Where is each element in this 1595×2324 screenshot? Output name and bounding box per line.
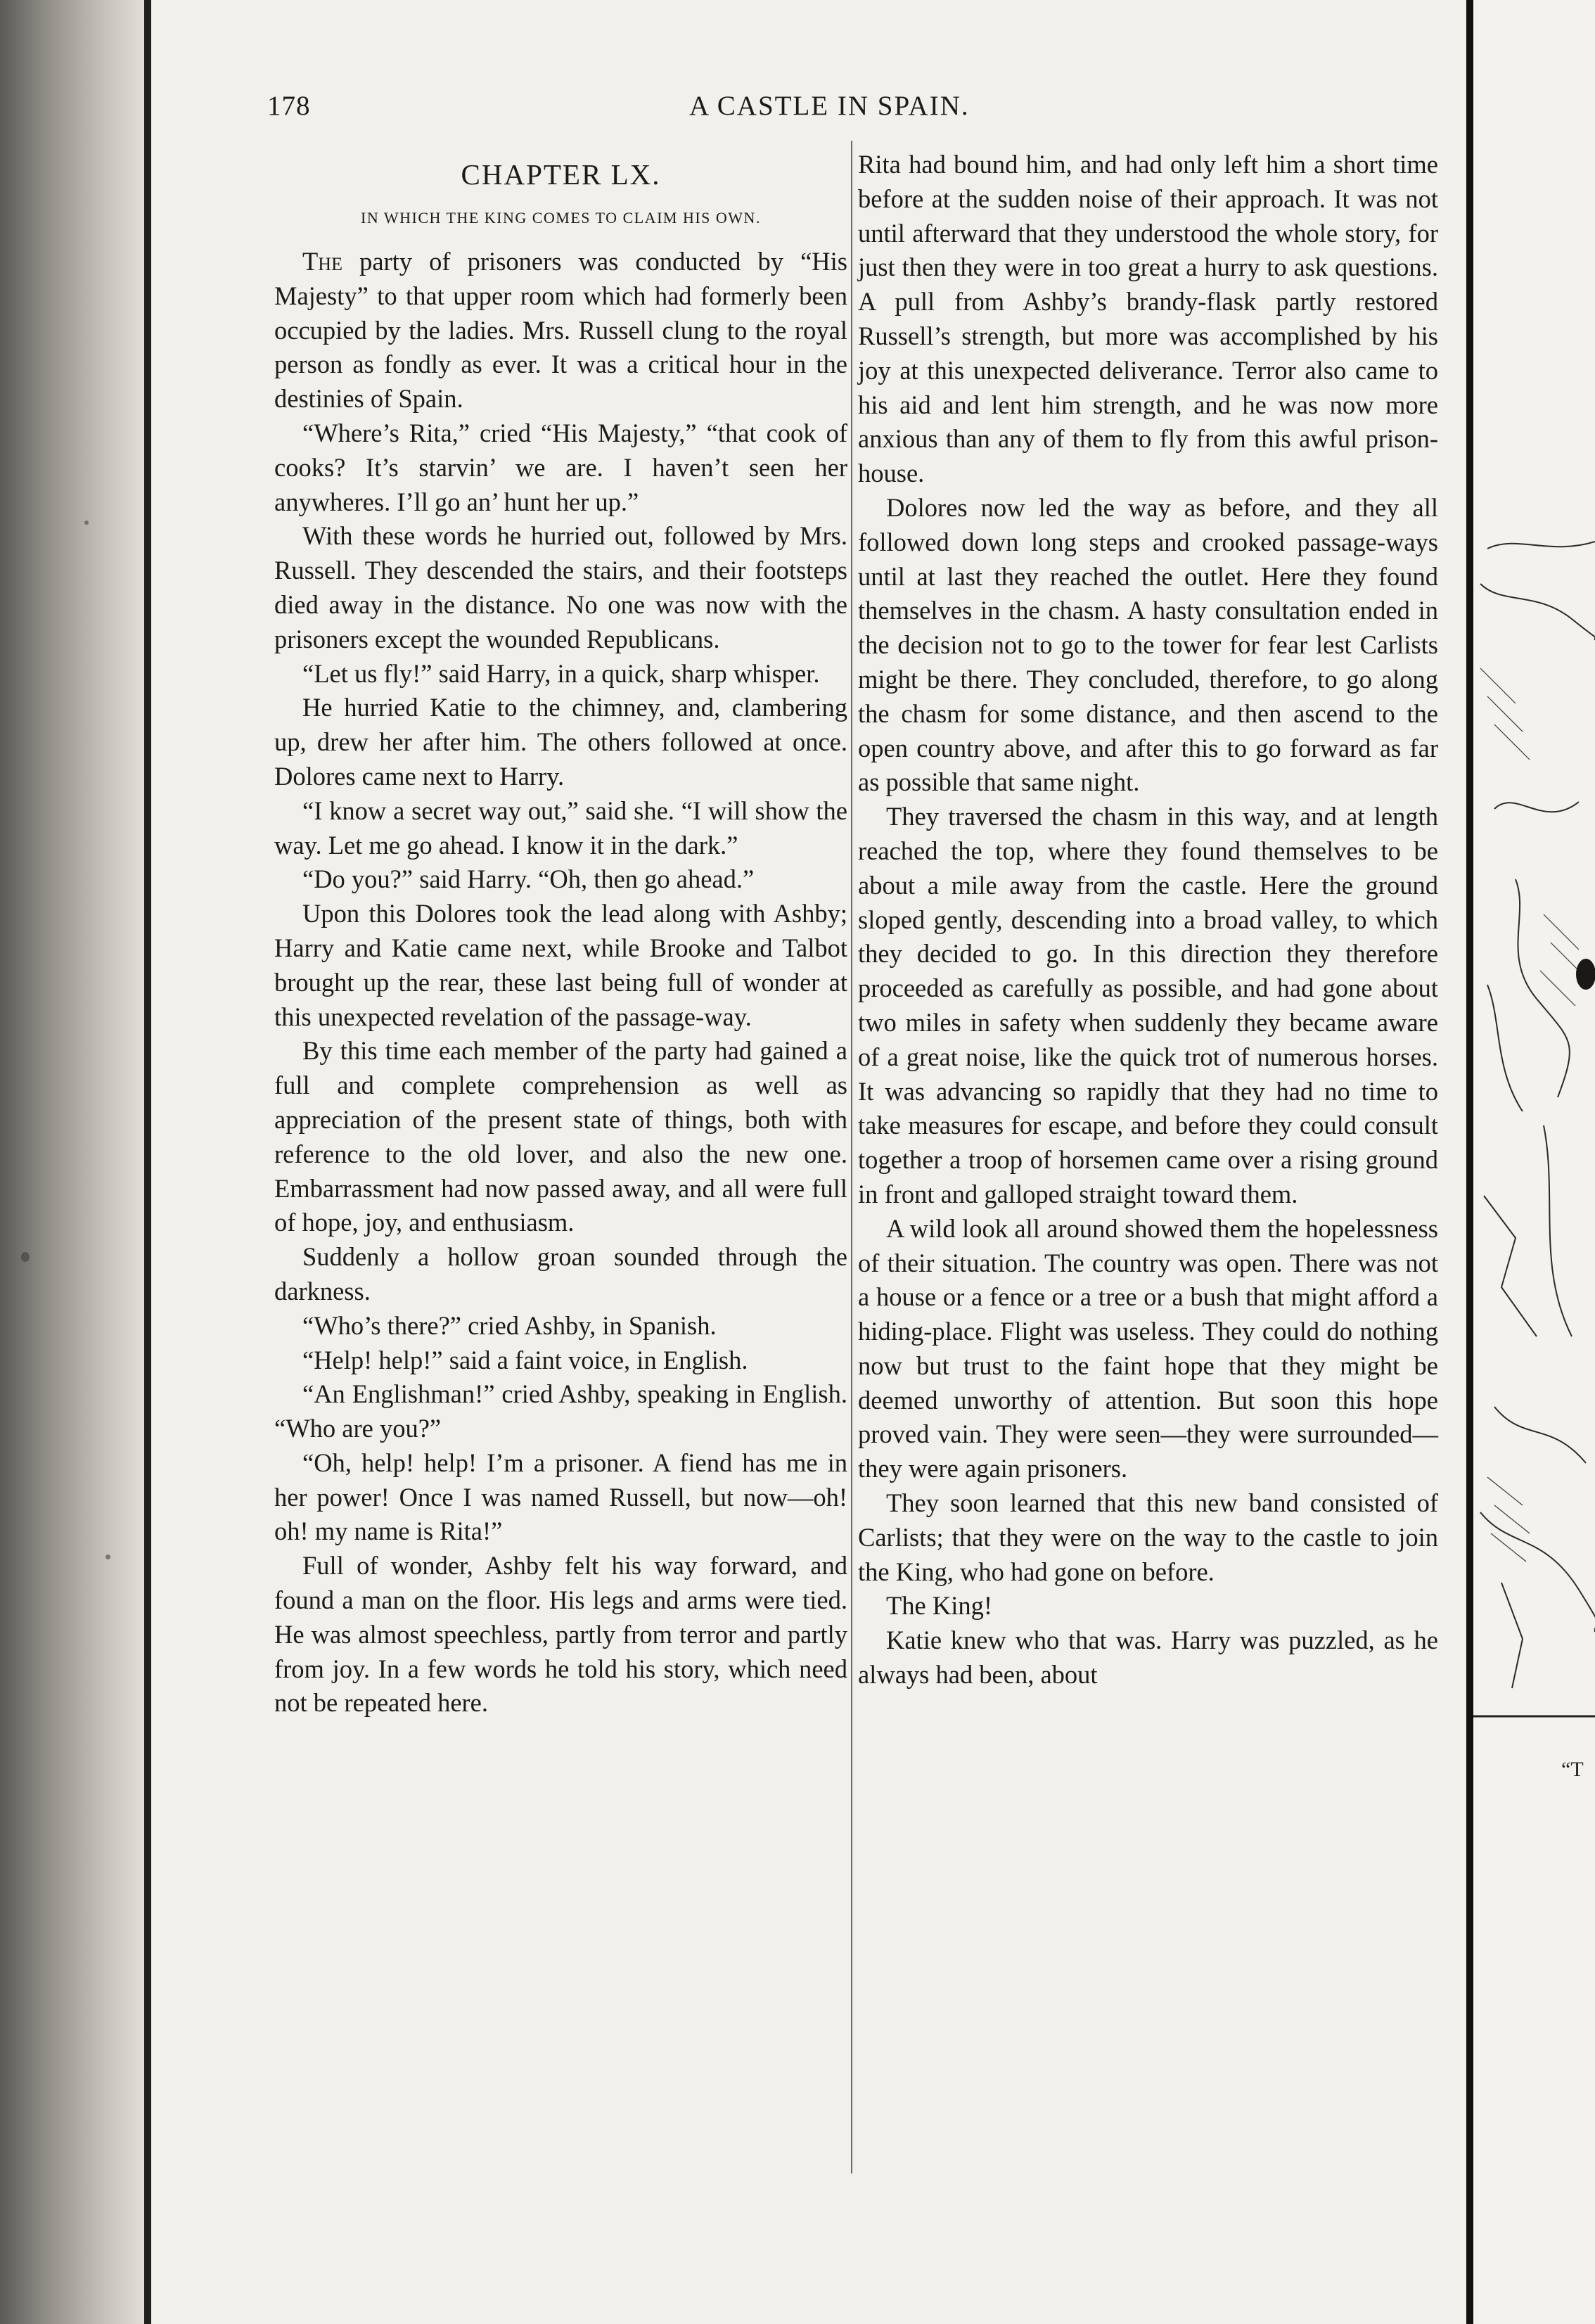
paragraph: “Where’s Rita,” cried “His Majesty,” “that cook of cooks? It’s starvin’ we are. I haven’t seen her anywheres. I’ll go an’ hunt her up.” xyxy=(274,418,847,516)
paragraph: “An Englishman!” cried Ashby, speaking in English. “Who are you?” xyxy=(274,1379,847,1443)
drop-word: The xyxy=(302,247,342,276)
scan-speck xyxy=(105,1554,110,1559)
paragraph: “Let us fly!” said Harry, in a quick, sharp whisper. xyxy=(302,658,820,688)
chapter-title: CHAPTER LX. xyxy=(461,158,661,191)
paragraph: “Who’s there?” cried Ashby, in Spanish. xyxy=(302,1310,717,1340)
paragraph: The party of prisoners was conducted by “His Majesty” to that upper room which had formerly been occupied by the ladies. Mrs. Russell clung to the royal person as fondly as ever. It was a critical hour in the destinies of Spain. xyxy=(274,247,847,414)
paragraph: By this time each member of the party had gained a full and complete comprehension as well as appreciation of the present state of things, both with reference to the old lover, and also the new one. Embarrassment had now passed away, and all were full of hope, joy, and enthusiasm. xyxy=(274,1036,847,1237)
scan-speck xyxy=(21,1252,30,1262)
paragraph: Katie knew who that was. Harry was puzzled, as he always had been, about xyxy=(858,1626,1438,1690)
paragraph: They traversed the chasm in this way, and at length reached the top, where they found themselves to be about a mile away from the castle. Here the ground sloped gently, descending into a broad valley, to which they decided to go. In this direction they therefore proceeded as carefully as possible, and had gone about two miles in safety when suddenly they became aware of a great noise, like the quick trot of numerous horses. It was advancing so rapidly that they had no time to take measures for escape, and before they could consult together a troop of horsemen came over a rising ground in front and galloped straight toward them. xyxy=(858,802,1438,1208)
binding-gutter xyxy=(0,0,151,2324)
binding-edge xyxy=(144,0,151,2324)
scan-speck xyxy=(84,521,89,525)
paragraph: “Oh, help! help! I’m a prisoner. A fiend has me in her power! Once I was named Russell, but now—oh! oh! my name is Rita!” xyxy=(274,1448,847,1546)
paragraph: “Do you?” said Harry. “Oh, then go ahead.” xyxy=(302,864,755,894)
column-divider xyxy=(851,141,852,2173)
engraving-illustration xyxy=(1473,0,1595,2324)
page-header xyxy=(267,90,1449,132)
right-column xyxy=(858,148,1438,1692)
illustration-caption: “T xyxy=(1561,1758,1584,1781)
paragraph: Dolores now led the way as before, and they all followed down long steps and crooked passage-ways until at last they reached the outlet. Here they found themselves in the chasm. A hasty consultation ended in the decision not to go to the tower for fear lest Carlists might be there. They concluded, therefore, to go along the chasm for some distance, and then ascend to the open country above, and after this to go forward as far as possible that same night. xyxy=(858,492,1438,797)
paragraph: Full of wonder, Ashby felt his way forward, and found a man on the floor. His legs and arms were tied. He was almost speechless, partly from terror and partly from joy. In a few words he told his story, which need not be repeated here. xyxy=(274,1551,847,1718)
paragraph: With these words he hurried out, followed by Mrs. Russell. They descended the stairs, and their footsteps died away in the distance. No one was now with the prisoners except the wounded Republicans. xyxy=(274,521,847,653)
chapter-subtitle: IN WHICH THE KING COMES TO CLAIM HIS OWN. xyxy=(361,209,761,226)
paragraph: He hurried Katie to the chimney, and, clambering up, drew her after him. The others followed at once. Dolores came next to Harry. xyxy=(274,693,847,791)
paragraph: “Help! help!” said a faint voice, in English. xyxy=(302,1345,748,1374)
paragraph: They soon learned that this new band consisted of Carlists; that they were on the way to the castle to join the King, who had gone on before. xyxy=(858,1488,1438,1586)
page-number: 178 xyxy=(267,91,311,121)
left-column xyxy=(274,148,847,1720)
paragraph: “I know a secret way out,” said she. “I will show the way. Let me go ahead. I know it in the dark.” xyxy=(274,796,847,860)
paragraph: Upon this Dolores took the lead along with Ashby; Harry and Katie came next, while Brooke and Talbot brought up the rear, these last being full of wonder at this unexpected revelation of the passage-way. xyxy=(274,899,847,1031)
running-title: A CASTLE IN SPAIN. xyxy=(689,91,970,121)
paragraph: A wild look all around showed them the hopelessness of their situation. The country was open. There was not a house or a fence or a tree or a bush that might afford a hiding-place. Flight was useless. They could do nothing now but trust to the faint hope that they might be deemed unworthy of attention. But soon this hope proved vain. They were seen—they were surrounded—they were again prisoners. xyxy=(858,1213,1438,1483)
page-edge-rule xyxy=(1466,0,1473,2324)
paragraph: Rita had bound him, and had only left him a short time before at the sudden noise of their approach. It was not until afterward that they understood the whole story, for just then they were in too great a hurry to ask questions. A pull from Ashby’s brandy-flask partly restored Russell’s strength, but more was accomplished by his joy at this unexpected deliverance. Terror also came to his aid and lent him strength, and he was now more anxious than any of them to fly from this awful prison-house. xyxy=(858,150,1438,488)
paragraph: Suddenly a hollow groan sounded through the darkness. xyxy=(274,1242,847,1305)
illustration-plate xyxy=(1473,0,1595,2324)
paragraph: The King! xyxy=(886,1591,993,1621)
